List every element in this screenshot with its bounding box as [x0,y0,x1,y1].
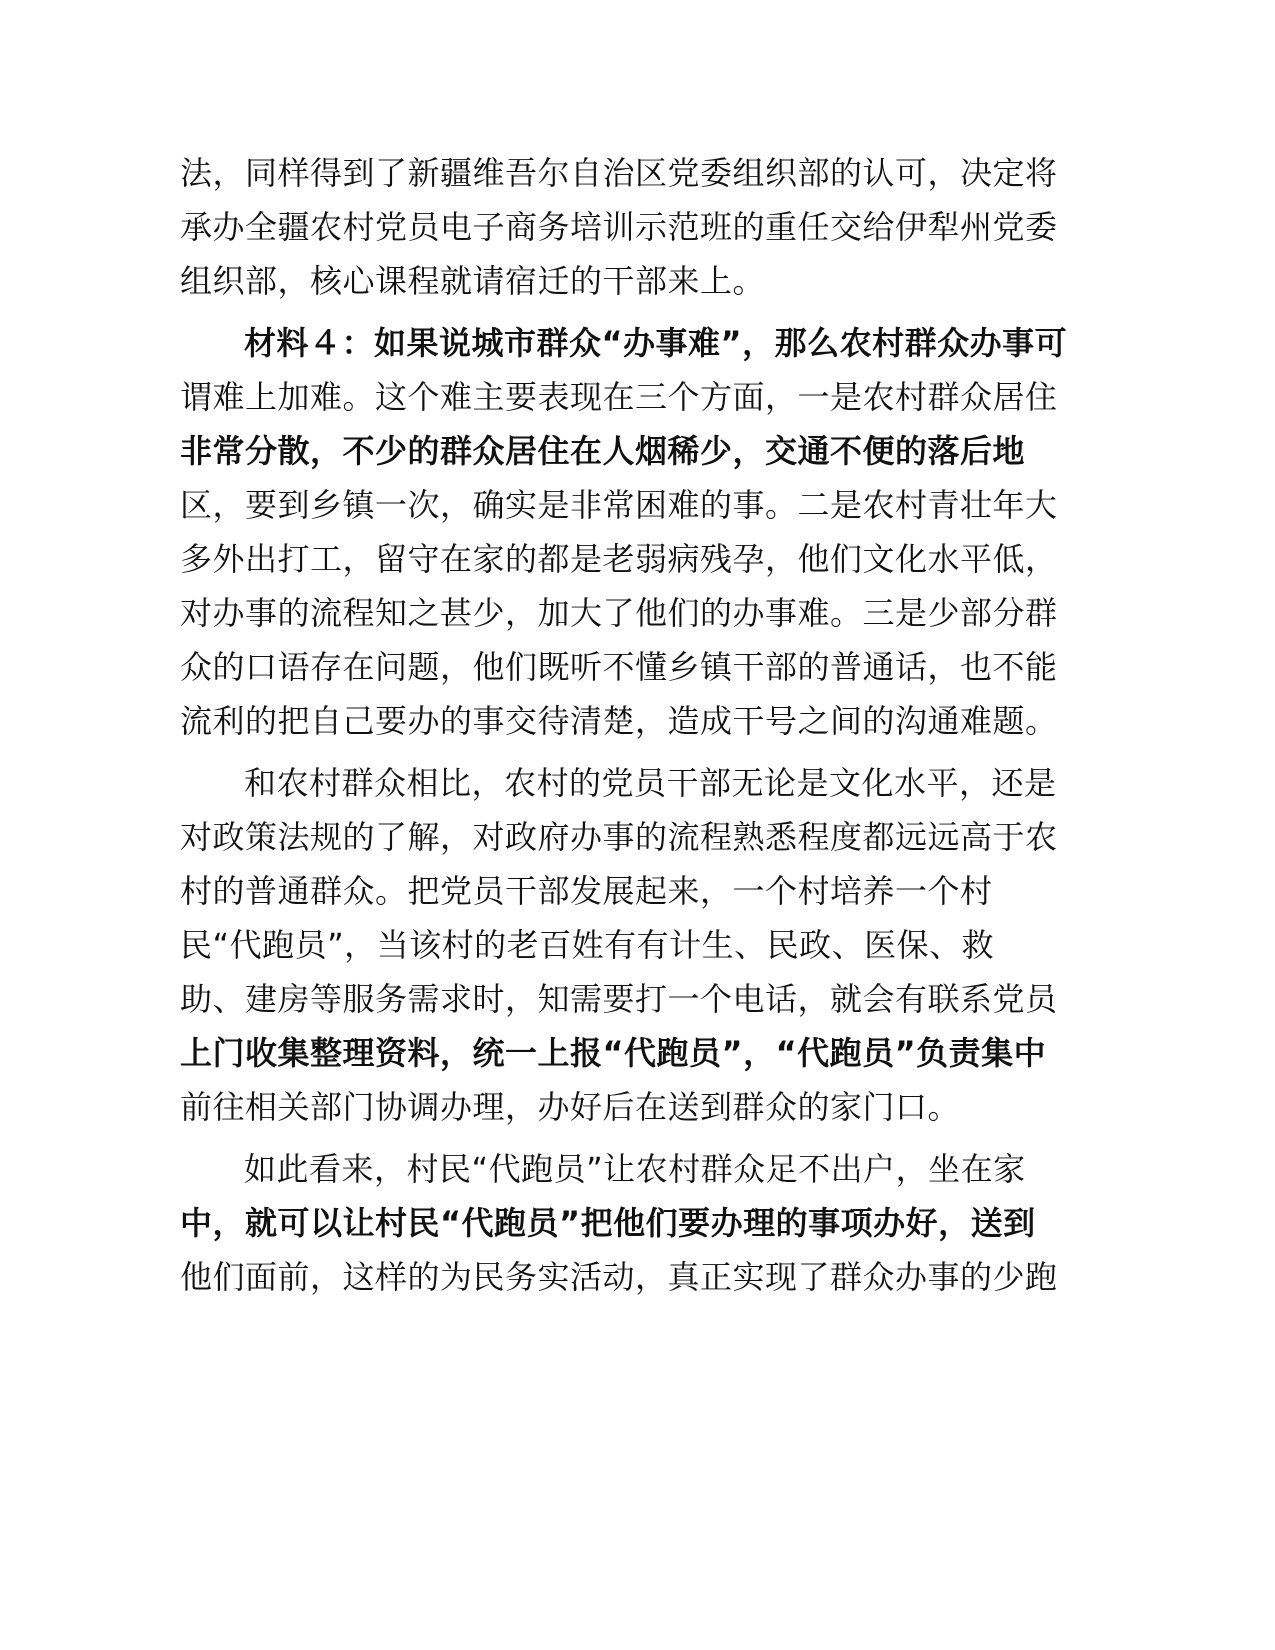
text-line: 助、建房等服务需求时，知需要打一个电话，就会有联系党员 [180,980,1058,1018]
text-line: 前往相关部门协调办理，办好后在送到群众的家门口。 [180,1088,961,1126]
paragraph-comparison [180,756,1060,1134]
text-line: 组织部，核心课程就请宿迁的干部来上。 [180,262,766,300]
text-line: 和农村群众相比，农村的党员干部无论是文化水平，还是 [244,764,1057,802]
text-line: 非常分散，不少的群众居住在人烟稀少，交通不便的落后地 [180,432,1026,470]
text-line: 区，要到乡镇一次，确实是非常困难的事。二是农村青壮年大 [180,486,1058,524]
paragraph-material-4 [180,316,1068,748]
text-line: 中，就可以让村民“代跑员”把他们要办理的事项办好，送到 [180,1204,1036,1242]
text-line: 众的口语存在问题，他们既听不懂乡镇干部的普通话，也不能 [180,648,1058,686]
text-line: 村的普通群众。把党员干部发展起来，一个村培养一个村 [180,872,993,910]
text-line: 对政策法规的了解，对政府办事的流程熟悉程度都远远高于农 [180,818,1058,856]
text-line: 多外出打工，留守在家的都是老弱病残孕，他们文化水平低， [180,540,1058,578]
text-line: 流利的把自己要办的事交待清楚，造成干号之间的沟通难题。 [180,702,1058,740]
text-line: 法，同样得到了新疆维吾尔自治区党委组织部的认可，决定将 [180,154,1058,192]
text-line: 民“代跑员”，当该村的老百姓有有计生、民政、医保、救 [180,926,995,964]
text-line: 对办事的流程知之甚少，加大了他们的办事难。三是少部分群 [180,594,1058,632]
text-line: 承办全疆农村党员电子商务培训示范班的重任交给伊犁州党委 [180,208,1058,246]
text-line: 材料４：如果说城市群众“办事难”，那么农村群众办事可 [244,324,1068,362]
text-line: 如此看来，村民“代跑员”让农村群众足不出户，坐在家 [244,1150,1026,1188]
document-body [180,146,1068,1304]
text-line: 他们面前，这样的为民务实活动，真正实现了群众办事的少跑 [180,1258,1058,1296]
paragraph-conclusion [180,1142,1060,1304]
text-line: 上门收集整理资料，统一上报“代跑员”，“代跑员”负责集中 [180,1034,1047,1072]
text-line: 谓难上加难。这个难主要表现在三个方面，一是农村群众居住 [180,378,1058,416]
paragraph-continued [180,146,1060,308]
